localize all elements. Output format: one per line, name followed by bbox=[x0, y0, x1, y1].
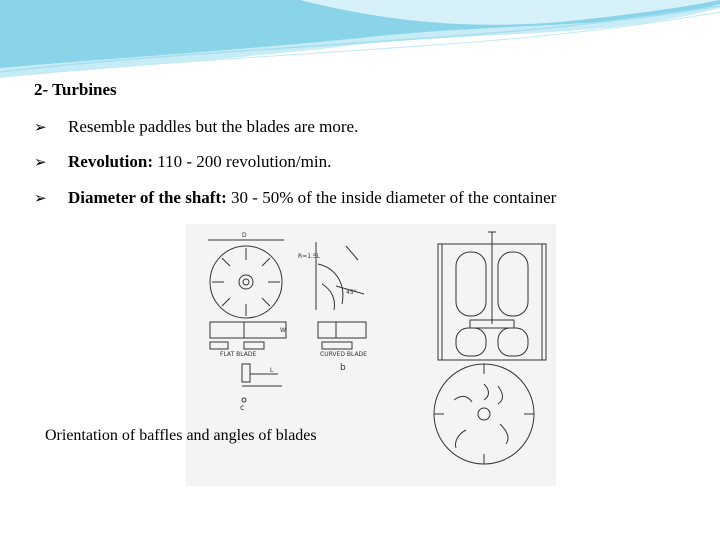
label-l: L bbox=[270, 367, 274, 374]
figure-caption: Orientation of baffles and angles of blades bbox=[45, 427, 317, 444]
label-c: c bbox=[240, 403, 245, 412]
slide-title: 2- Turbines bbox=[34, 80, 117, 99]
arrow-bullet-icon: ➢ bbox=[34, 153, 47, 171]
label-r: R=1.5L bbox=[298, 253, 321, 260]
bullet-bold-label: Revolution: bbox=[68, 152, 153, 171]
arrow-bullet-icon: ➢ bbox=[34, 189, 47, 207]
bullet-text: Resemble paddles but the blades are more. bbox=[68, 117, 359, 136]
label-angle: 45° bbox=[346, 289, 357, 296]
turbine-diagram bbox=[186, 224, 556, 486]
label-d: D bbox=[242, 232, 247, 239]
label-w: W bbox=[280, 327, 286, 334]
bullet-item-revolution bbox=[34, 152, 331, 172]
bullet-item-resemble bbox=[34, 117, 358, 137]
label-curved-blade: CURVED BLADE bbox=[320, 351, 367, 358]
bullet-item-diameter bbox=[34, 188, 556, 208]
label-b: b bbox=[340, 363, 346, 373]
bullet-text: 110 - 200 revolution/min. bbox=[153, 152, 332, 171]
label-flat-blade: FLAT BLADE bbox=[220, 351, 257, 358]
bullet-bold-label: Diameter of the shaft: bbox=[68, 188, 227, 207]
bullet-text: 30 - 50% of the inside diameter of the container bbox=[226, 188, 557, 207]
turbine-diagram-drawing bbox=[186, 224, 556, 486]
header-wave-decoration bbox=[0, 0, 720, 90]
arrow-bullet-icon: ➢ bbox=[34, 118, 47, 136]
